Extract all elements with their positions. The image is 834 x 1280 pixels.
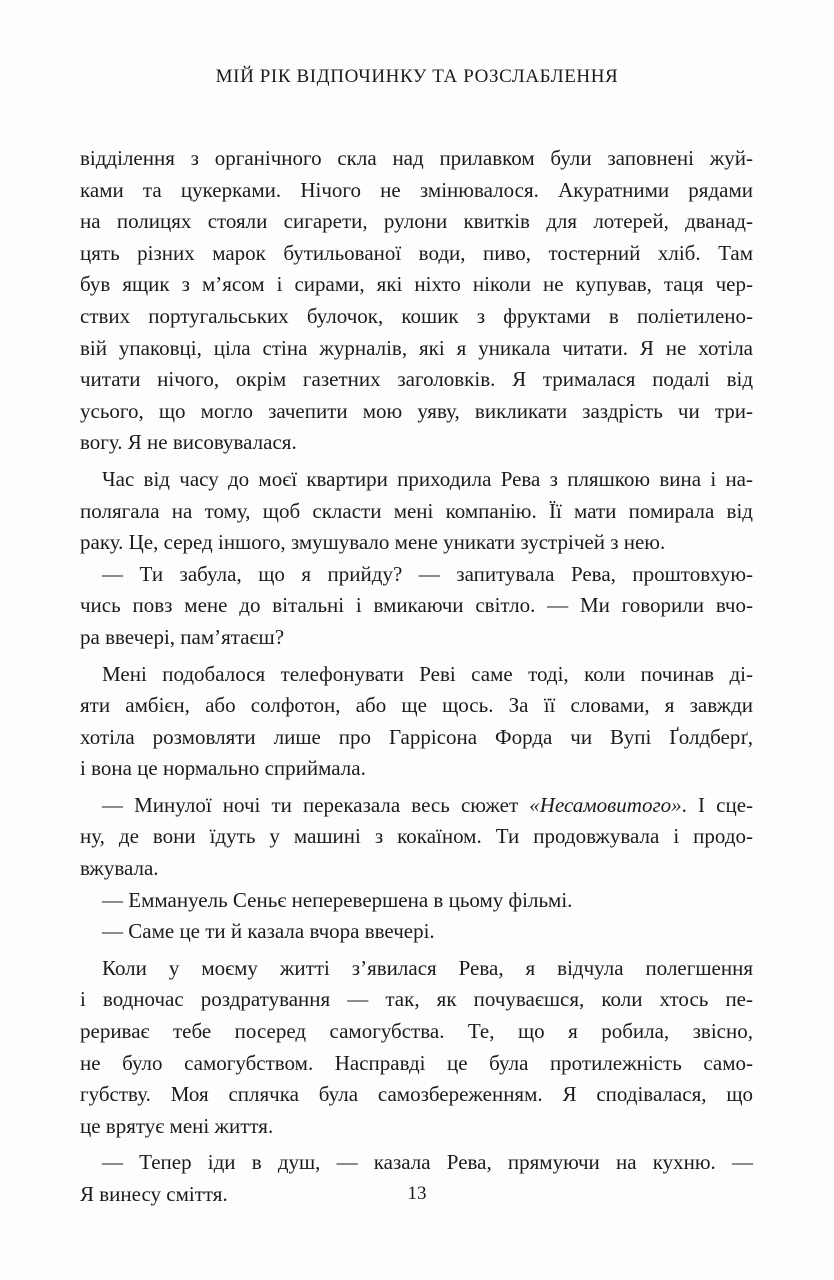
- text-line: ну, де вони їдуть у машині з кокаїном. Ти продовжувала і продо-: [80, 824, 753, 849]
- text-line: рериває тебе посеред самогубства. Те, що я робила, звісно,: [80, 1019, 753, 1044]
- text-line: Я винесу сміття.: [80, 1182, 228, 1206]
- film-title: «Несамовитого»: [529, 792, 682, 817]
- text-line: був ящик з м’ясом і сирами, які ніхто ніколи не купував, таця чер-: [80, 272, 753, 297]
- text-line: Коли у моєму житті з’явилася Рева, я відчула полегшення: [102, 955, 753, 980]
- text-line: губству. Моя сплячка була самозбереженням. Я сподівалася, що: [80, 1082, 753, 1107]
- text-line: [80, 790, 753, 822]
- text-line: раку. Це, серед іншого, змушувало мене уникати зустрічей з нею.: [80, 530, 666, 555]
- text-line: і вона це нормально сприймала.: [80, 756, 366, 781]
- text-line: ра ввечері, пам’ятаєш?: [80, 624, 285, 649]
- text-line: вжувала.: [80, 856, 159, 881]
- text-line: усього, що могло зачепити мою уяву, викликати заздрість чи три-: [80, 398, 753, 423]
- text-line: полягала на тому, щоб скласти мені компанію. Її мати помирала від: [80, 498, 753, 523]
- text-line: і водночас роздратування — так, як почуваєшся, коли хтось пе-: [80, 987, 753, 1012]
- text-segment: — Минулої ночі ти переказала весь сюжет: [102, 792, 519, 817]
- text-line: на полицях стояли сигарети, рулони квитків для лотерей, дванад-: [80, 209, 753, 234]
- text-line: читати нічого, окрім газетних заголовків. Я трималася подалі від: [80, 367, 753, 392]
- running-title: МІЙ РІК ВІДПОЧИНКУ ТА РОЗСЛАБЛЕННЯ: [215, 66, 619, 87]
- text-line: цять різних марок бутильованої води, пиво, тостерний хліб. Там: [80, 240, 753, 265]
- text-line: — Ти забула, що я прийду? — запитувала Рева, проштовхую-: [102, 561, 753, 586]
- text-line: вій упаковці, ціла стіна журналів, які я уникала читати. Я не хотіла: [80, 335, 753, 360]
- body-text: [80, 143, 753, 1211]
- text-line: — Еммануель Сеньє неперевершена в цьому фільмі.: [102, 887, 573, 912]
- text-line: — Саме це ти й казала вчора ввечері.: [102, 919, 435, 944]
- text-line: вогу. Я не висовувалася.: [80, 430, 297, 455]
- text-line: — Тепер іди в душ, — казала Рева, прямуючи на кухню. —: [102, 1150, 753, 1175]
- text-line: відділення з органічного скла над прилавком були заповнені жуй-: [80, 146, 753, 170]
- page-number: 13: [407, 1183, 427, 1204]
- text-line: не було самогубством. Насправді це була протилежність само-: [80, 1050, 753, 1075]
- text-line: яти амбієн, або солфотон, або ще щось. За її словами, я завжди: [80, 693, 753, 718]
- text-line: ствих португальських булочок, кошик з фруктами в поліетилено-: [80, 303, 753, 328]
- text-line: Час від часу до моєї квартири приходила Рева з пляшкою вина і на-: [102, 466, 753, 491]
- text-line: це врятує мені життя.: [80, 1113, 274, 1138]
- text-line: ками та цукерками. Нічого не змінювалося. Акуратними рядами: [80, 177, 753, 202]
- text-segment: . І сце-: [681, 792, 754, 817]
- text-line: Мені подобалося телефонувати Реві саме тоді, коли починав ді-: [102, 661, 753, 686]
- text-line: чись повз мене до вітальні і вмикаючи світло. — Ми говорили вчо-: [80, 593, 753, 618]
- text-line: хотіла розмовляти лише про Гаррісона Форда чи Вупі Ґолдберґ,: [80, 724, 753, 749]
